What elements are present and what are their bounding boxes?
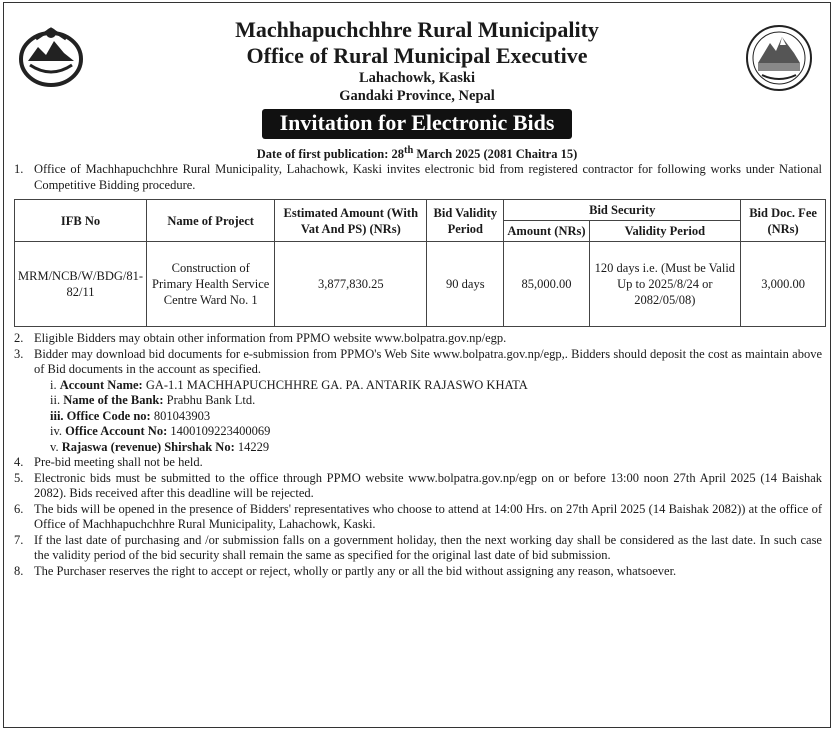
clause-3: 3. Bidder may download bid documents for e-submission from PPMO's Web Site www.bolpatra.gov.np/egp,. Bidders should deposit the cost as maintain above of Bid documents in the account as specified. [14,346,822,377]
header [4,3,830,139]
header-bid-security: Bid Security [504,200,741,221]
clause-2: 2. Eligible Bidders may obtain other information from PPMO website www.bolpatra.gov.np/egp. [14,331,507,346]
header-estimated-amount: Estimated Amount (With Vat And PS) (NRs) [275,200,427,242]
address-line-1: Lahachowk, Kaski [358,70,476,86]
account-name-line: i. Account Name: GA-1.1 MACHHAPUCHCHHRE GA. PA. ANTARIK RAJASWO KHATA [50,377,528,392]
notice-banner: Invitation for Electronic Bids [262,109,573,139]
office-code-line: iii. Office Code no: 801043903 [50,408,211,423]
office-account-line: iv. Office Account No: 1400109223400069 [50,424,271,439]
cell-ifb: MRM/NCB/W/BDG/81-82/11 [15,242,147,327]
header-bid-validity: Bid Validity Period [427,200,504,242]
publication-date: Date of first publication: 28th March 2025 (2081 Chaitra 15) [256,145,578,162]
clause-5: 5. Electronic bids must be submitted to the office through PPMO website www.bolpatra.gov.np/egp on or before 13:00 noon 27th April 2025 (14 Baishak 2082). Bids received after this deadline will be rejected. [14,470,822,501]
header-ifb: IFB No [15,200,147,242]
clause-7: 7. If the last date of purchasing and /or submission falls on a government holiday, then the next working day shall be considered as the last date. In such case the validity period of the bid security shall remain the same as specified for the original last date of bid submission. [14,532,822,563]
header-security-amount: Amount (NRs) [504,221,589,242]
bank-name-line: ii. Name of the Bank: Prabhu Bank Ltd. [50,393,256,408]
municipality-logo-icon [744,23,814,93]
cell-bid-validity: 90 days [427,242,504,327]
header-bid-doc-fee: Bid Doc. Fee (NRs) [741,200,826,242]
clause-8: 8. The Purchaser reserves the right to accept or reject, wholly or partly any or all the bid without assigning any reason, whatsoever. [14,563,677,578]
cell-security-amount: 85,000.00 [504,242,589,327]
header-project-name: Name of Project [147,200,275,242]
header-security-validity: Validity Period [589,221,741,242]
clause-6: 6. The bids will be opened in the presence of Bidders' representatives who choose to attend at 14:00 Hrs. on 27th April 2025 (14 Baishak 2082)) at the office of Office of Machhapuchchhre Rural Municipality, Lahachowk, Kaski. [14,501,822,532]
address-line-2: Gandaki Province, Nepal [339,88,495,104]
clause-1: 1. Office of Machhapuchchhre Rural Municipality, Lahachowk, Kaski invites electronic bid from registered contractor for following works under National Competitive Bidding procedure. [14,162,822,192]
municipality-title: Machhapuchchhre Rural Municipality [235,17,599,42]
account-details [4,378,830,456]
revenue-heading-line: v. Rajaswa (revenue) Shirshak No: 14229 [50,439,270,454]
cell-project-name: Construction of Primary Health Service Centre Ward No. 1 [147,242,275,327]
office-title: Office of Rural Municipal Executive [246,43,588,68]
cell-estimated-amount: 3,877,830.25 [275,242,427,327]
cell-security-validity: 120 days i.e. (Must be Valid Up to 2025/8/24 or 2082/05/08) [589,242,741,327]
bid-table [14,199,826,327]
cell-bid-doc-fee: 3,000.00 [741,242,826,327]
clause-4: 4. Pre-bid meeting shall not be held. [14,455,203,470]
notice-page [3,2,831,728]
table-row [15,242,826,327]
nepal-emblem-icon [16,21,86,91]
